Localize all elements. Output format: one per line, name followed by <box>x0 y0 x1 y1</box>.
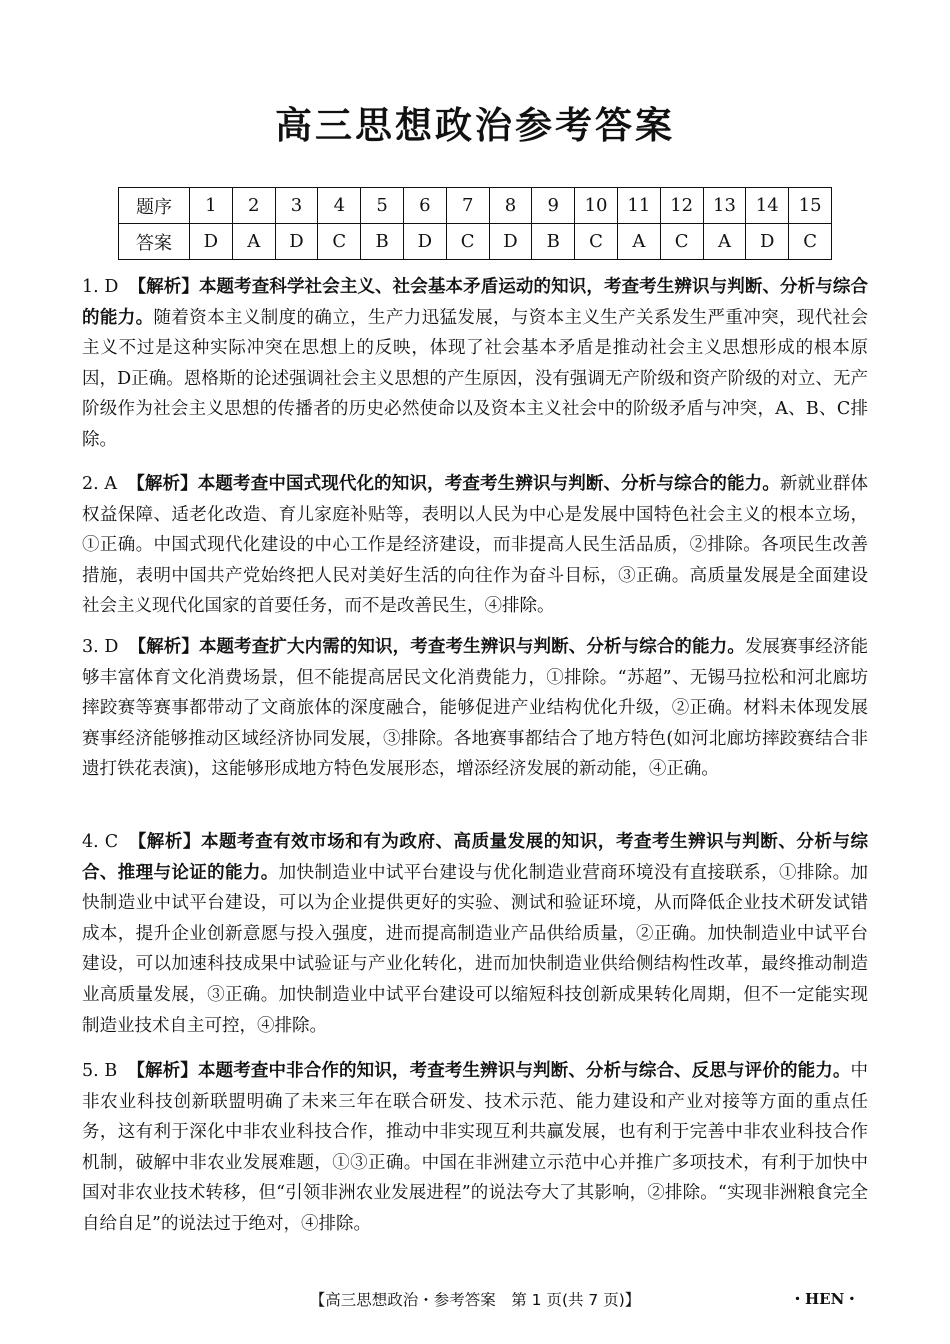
analysis-tag: 【解析】 <box>128 277 199 297</box>
analysis-body: 发展赛事经济能够丰富体育文化消费场景，但不能提高居民文化消费能力，①排除。“苏超”、无锡马拉松和河北廊坊摔跤赛等赛事都带动了文商旅体的深度融合，能够促进产业结构优化升级，②正确。材料未体现发展赛事经济能够推动区域经济协同发展，③排除。各地赛事都结合了地方特色(如河北廊坊摔跤赛结合非遗打铁花表演)，这能够形成地方特色发展形态，增添经济发展的新动能，④正确。 <box>82 637 868 780</box>
answer-table <box>118 187 832 260</box>
question-number-cell: 4 <box>318 188 361 224</box>
answer-cell: C <box>575 224 618 260</box>
question-number-cell: 10 <box>575 188 618 224</box>
question-number-cell: 2 <box>232 188 275 224</box>
answer-cell: D <box>489 224 532 260</box>
question-answer-key: 3. D <box>82 637 119 657</box>
analysis-lead: 本题考查中国式现代化的知识，考查考生辨识与判断、分析与综合的能力。 <box>197 474 780 494</box>
question-number-cell: 5 <box>361 188 404 224</box>
question-number-cell: 8 <box>489 188 532 224</box>
analysis-body: 随着资本主义制度的确立，生产力迅猛发展，与资本主义生产关系发生严重冲突，现代社会主义不过是这种实际冲突在思想上的反映，体现了社会基本矛盾是推动社会主义思想形成的根本原因，D正确。恩格斯的论述强调社会主义思想的产生原因，没有强调无产阶级和资产阶级的对立、无产阶级作为社会主义思想的传播者的历史必然使命以及资本主义社会中的阶级矛盾与冲突，A、B、C排除。 <box>82 307 869 450</box>
table-row-answers <box>119 224 832 260</box>
analysis-tag: 【解析】 <box>128 637 199 657</box>
question-number-cell: 1 <box>190 188 233 224</box>
question-number-cell: 12 <box>660 188 703 224</box>
answer-cell: A <box>232 224 275 260</box>
footer-code: ・HEN・ <box>790 1290 860 1308</box>
explanation-q3 <box>82 632 868 785</box>
answer-cell: D <box>190 224 233 260</box>
question-number-cell: 15 <box>789 188 832 224</box>
question-number-cell: 11 <box>617 188 660 224</box>
analysis-body: 加快制造业中试平台建设与优化制造业营商环境没有直接联系，①排除。加快制造业中试平台建设，可以为企业提供更好的实验、测试和验证环境，从而降低企业技术研发试错成本，提升企业创新意愿与投入强度，进而提高制造业产品供给质量，②正确。加快制造业中试平台建设，可以加速科技成果中试验证与产业化转化，进而加快制造业供给侧结构性改革，最终推动制造业高质量发展，③正确。加快制造业中试平台建设可以缩短科技创新成果转化周期，但不一定能实现制造业技术自主可控，④排除。 <box>82 862 868 1036</box>
answer-cell: D <box>403 224 446 260</box>
row-label-number: 题序 <box>119 188 190 224</box>
question-answer-key: 1. D <box>82 277 119 297</box>
answer-cell: C <box>789 224 832 260</box>
answer-cell: C <box>446 224 489 260</box>
answer-cell: C <box>318 224 361 260</box>
analysis-lead: 本题考查科学社会主义、社会基本矛盾运动的知识，考查考生辨识与判断、分析与综合的能力。 <box>82 277 868 328</box>
explanation-q1 <box>82 272 868 456</box>
question-number-cell: 3 <box>275 188 318 224</box>
explanation-q2 <box>82 469 868 622</box>
explanation-q5 <box>82 1056 868 1240</box>
page-title: 高三思想政治参考答案 <box>275 104 675 147</box>
answer-cell: B <box>361 224 404 260</box>
analysis-tag: 【解析】 <box>127 474 198 494</box>
analysis-tag: 【解析】 <box>128 832 201 852</box>
question-answer-key: 2. A <box>82 474 118 494</box>
analysis-tag: 【解析】 <box>127 1061 198 1081</box>
analysis-lead: 本题考查扩大内需的知识，考查考生辨识与判断、分析与综合的能力。 <box>198 637 745 657</box>
question-answer-key: 4. C <box>82 832 119 852</box>
answer-cell: D <box>275 224 318 260</box>
table-row-numbers <box>119 188 832 224</box>
explanation-q4 <box>82 827 868 1041</box>
footer-page-info: 【高三思想政治・参考答案 第 1 页(共 7 页)】 <box>309 1291 641 1309</box>
analysis-body: 新就业群体权益保障、适老化改造、育儿家庭补贴等，表明以人民为中心是发展中国特色社会主义的根本立场，①正确。中国式现代化建设的中心工作是经济建设，而非提高人民生活品质，②排除。各项民生改善措施，表明中国共产党始终把人民对美好生活的向往作为奋斗目标，③正确。高质量发展是全面建设社会主义现代化国家的首要任务，而不是改善民生，④排除。 <box>82 474 869 617</box>
analysis-body: 中非农业科技创新联盟明确了未来三年在联合研发、技术示范、能力建设和产业对接等方面的重点任务，这有利于深化中非农业科技合作，推动中非实现互利共赢发展，也有利于完善中非农业科技合作机制，破解中非农业发展难题，①③正确。中国在非洲建立示范中心并推广多项技术，有利于加快中国对非农业技术转移，但“引领非洲农业发展进程”的说法夸大了其影响，②排除。“实现非洲粮食完全自给自足”的说法过于绝对，④排除。 <box>82 1061 869 1234</box>
answer-cell: A <box>617 224 660 260</box>
question-number-cell: 7 <box>446 188 489 224</box>
question-answer-key: 5. B <box>82 1061 118 1081</box>
answer-cell: D <box>746 224 789 260</box>
analysis-lead: 本题考查中非合作的知识，考查考生辨识与判断、分析与综合、反思与评价的能力。 <box>197 1061 851 1081</box>
answer-cell: B <box>532 224 575 260</box>
analysis-lead: 本题考查有效市场和有为政府、高质量发展的知识，考查考生辨识与判断、分析与综合、推理与论证的能力。 <box>82 832 869 883</box>
question-number-cell: 6 <box>403 188 446 224</box>
answer-cell: A <box>703 224 746 260</box>
question-number-cell: 13 <box>703 188 746 224</box>
question-number-cell: 14 <box>746 188 789 224</box>
answer-cell: C <box>660 224 703 260</box>
row-label-answer: 答案 <box>119 224 190 260</box>
question-number-cell: 9 <box>532 188 575 224</box>
